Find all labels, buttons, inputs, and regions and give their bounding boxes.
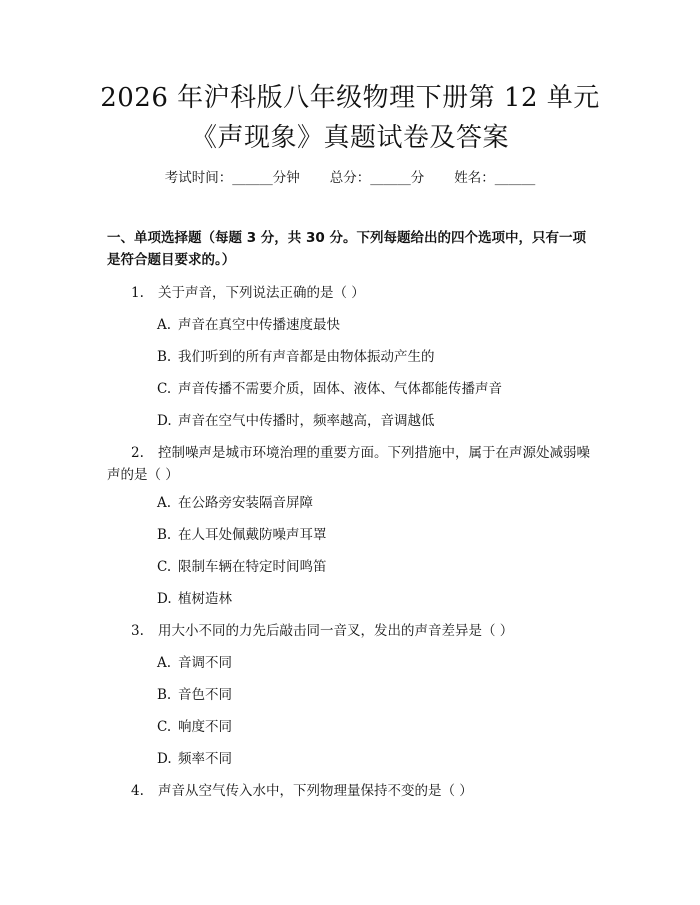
option-label: A. <box>157 495 172 511</box>
option-1c <box>157 378 597 400</box>
question-number: 4. <box>131 783 144 799</box>
option-label: C. <box>157 381 172 397</box>
question-1 <box>107 282 597 304</box>
option-text: 在公路旁安装隔音屏障 <box>178 495 313 511</box>
question-number: 2. <box>131 445 144 461</box>
option-2b <box>157 524 597 546</box>
question-stem: 用大小不同的力先后敲击同一音叉，发出的声音差异是（ ） <box>158 623 514 639</box>
question-number: 1. <box>131 285 144 301</box>
option-label: C. <box>157 559 172 575</box>
section-heading: 一、单项选择题（每题 3 分，共 30 分。下列每题给出的四个选项中，只有一项是符合题目要求的。） <box>107 230 586 268</box>
option-label: A. <box>157 655 172 671</box>
option-2a <box>157 492 597 514</box>
option-1a <box>157 314 597 336</box>
option-3c <box>157 716 597 738</box>
option-text: 频率不同 <box>178 751 232 767</box>
question-stem: 声音从空气传入水中，下列物理量保持不变的是（ ） <box>158 783 473 799</box>
option-text: 音色不同 <box>178 687 232 703</box>
exam-meta <box>0 168 700 188</box>
option-text: 植树造林 <box>178 591 232 607</box>
question-3 <box>107 620 597 642</box>
option-label: B. <box>157 687 172 703</box>
question-2 <box>107 442 597 486</box>
option-label: B. <box>157 349 172 365</box>
option-text: 声音传播不需要介质，固体、液体、气体都能传播声音 <box>178 381 502 397</box>
option-3b <box>157 684 597 706</box>
option-2d <box>157 588 597 610</box>
option-text: 在人耳处佩戴防噪声耳罩 <box>178 527 327 543</box>
option-label: B. <box>157 527 172 543</box>
question-4 <box>107 780 597 802</box>
option-label: D. <box>157 591 172 607</box>
option-label: D. <box>157 413 172 429</box>
option-2c <box>157 556 597 578</box>
option-label: D. <box>157 751 172 767</box>
option-text: 响度不同 <box>178 719 232 735</box>
option-1d <box>157 410 597 432</box>
option-text: 声音在空气中传播时，频率越高，音调越低 <box>178 413 435 429</box>
option-text: 我们听到的所有声音都是由物体振动产生的 <box>178 349 435 365</box>
total-score-field: 总分：______分 <box>329 170 425 186</box>
question-stem: 关于声音，下列说法正确的是（ ） <box>158 285 365 301</box>
option-1b <box>157 346 597 368</box>
exam-title-line-1: 2026 年沪科版八年级物理下册第 12 单元 <box>100 83 600 113</box>
option-label: C. <box>157 719 172 735</box>
student-name-field: 姓名：______ <box>454 170 536 186</box>
question-number: 3. <box>131 623 144 639</box>
exam-title-line-2: 《声现象》真题试卷及答案 <box>190 123 509 153</box>
exam-time-field: 考试时间：______分钟 <box>164 170 300 186</box>
option-label: A. <box>157 317 172 333</box>
question-stem: 控制噪声是城市环境治理的重要方面。下列措施中，属于在声源处减弱噪声的是（ ） <box>107 445 590 483</box>
option-text: 音调不同 <box>178 655 232 671</box>
option-text: 声音在真空中传播速度最快 <box>178 317 340 333</box>
option-3d <box>157 748 597 770</box>
option-text: 限制车辆在特定时间鸣笛 <box>178 559 327 575</box>
option-3a <box>157 652 597 674</box>
